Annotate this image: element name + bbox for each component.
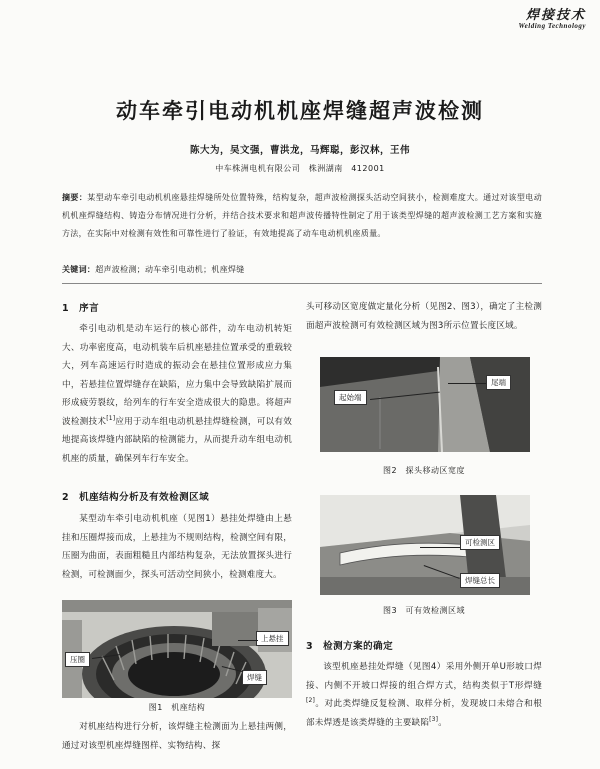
keywords-text: 超声波检测；动车牵引电动机；机座焊缝: [95, 265, 245, 274]
section-heading-1: 1 序言: [62, 303, 100, 314]
scheme-text: 该型机座悬挂处焊缝（见图4）采用外侧开单U形坡口焊接、内侧不开坡口焊接的组合焊方式，结构类似于T形焊缝: [306, 662, 542, 691]
zone-text: 头可移动区宽度做定量化分析（见图2、图3），确定了主检测面超声波检测可有效检测区域为图3所示位置长度区域。: [306, 302, 542, 331]
label-tail-end: 尾端: [486, 375, 511, 390]
figure-3-caption: 图3 可有效检测区域: [382, 606, 466, 615]
paragraph-zone: [306, 298, 542, 335]
label-ring: 压圈: [65, 652, 90, 667]
keywords: [62, 264, 542, 275]
leader-zone: [420, 547, 460, 548]
abstract-label: 摘要：: [62, 193, 88, 202]
keywords-label: 关键词：: [62, 265, 96, 274]
figure-1-caption: 图1 机座结构: [148, 703, 206, 712]
paragraph-analysis: [62, 718, 292, 755]
intro-text-tail: 应用于动车组电动机悬挂焊缝检测，可以有效地提高该焊缝内部缺陷的检测能力，从而提升动车组电动机机座的质量，确保列车行车安全。: [62, 416, 292, 464]
paragraph-structure: [62, 510, 292, 584]
citation-2[interactable]: [2]: [306, 697, 316, 705]
section-heading-3: 3 检测方案的确定: [306, 641, 394, 652]
section-heading-2: 2 机座结构分析及有效检测区域: [62, 492, 210, 503]
abstract: [62, 189, 542, 243]
journal-name-en: Welding Technology: [518, 22, 586, 30]
paper-authors: 陈大为，吴文强，曹洪龙，马辉聪，彭汉林，王伟: [189, 145, 410, 156]
label-start-end: 起始端: [334, 390, 367, 405]
figure-2-caption: 图2 探头移动区宽度: [382, 466, 466, 475]
figure-1-photo: [62, 600, 292, 698]
leader-tail: [448, 383, 486, 384]
intro-text: 牵引电动机是动车运行的核心部件，动车电动机转矩大、功率密度高，电动机装车后机座悬挂位置承受的重载较大，列车高速运行时造成的振动会在悬挂位置形成应力集中，若悬挂位置焊缝存在缺陷，应力集中会导致缺陷扩展而形成疲劳裂纹，给列车的行车安全造成很大的隐患。将超声波检测技术: [62, 324, 292, 427]
paper-title: 动车牵引电动机机座焊缝超声波检测: [116, 99, 484, 123]
structure-text: 某型动车牵引电动机机座（见图1）悬挂处焊缝由上悬挂和压圈焊接而成，上悬挂为不规则结构，检测空间有限，压圈为曲面，表面粗糙且内部结构复杂，无法放置探头进行检测，可检测面少，探头可活动空间狭小，检测难度大。: [62, 514, 292, 580]
figure-2-photo: [320, 357, 530, 452]
figure-3-photo: [320, 495, 530, 595]
paragraph-intro: [62, 320, 292, 468]
journal-name: 焊接技术: [525, 8, 586, 23]
label-weld: 焊缝: [242, 670, 267, 685]
label-weld-length: 焊缝总长: [460, 573, 500, 588]
abstract-text: 某型动车牵引电动机机座悬挂焊缝所处位置特殊，结构复杂，超声波检测探头活动空间狭小，检测难度大。通过对该型电动机机座焊缝结构、铸造分布情况进行分析，并结合技术要求和超声波传播特性制定了用于该类型焊缝的超声波检测工艺方案和实施方法，在实际中对检测有效性和可靠性进行了验证，有效地提高了动车电动机机座质量。: [62, 193, 542, 238]
label-detectable-zone: 可检测区: [460, 535, 500, 550]
header-divider: [62, 283, 542, 284]
leader-upper: [238, 640, 258, 641]
paper-affiliation: 中车株洲电机有限公司 株洲湖南 412001: [215, 164, 385, 173]
scheme-text-end: 。: [438, 717, 448, 728]
citation-3[interactable]: [3]: [429, 715, 439, 723]
scheme-text-tail: 。对此类焊缝反复检测、取样分析，发现坡口未熔合和根部未焊透是该类焊缝的主要缺陷: [306, 699, 542, 728]
journal-masthead: [518, 4, 586, 30]
analysis-text: 对机座结构进行分析，该焊缝主检测面为上悬挂两侧，通过对该型机座焊缝图样、实物结构、探: [62, 722, 292, 751]
label-upper-hanger: 上悬挂: [256, 631, 289, 646]
citation-1[interactable]: [1]: [106, 414, 116, 422]
paragraph-scheme: [306, 658, 542, 732]
